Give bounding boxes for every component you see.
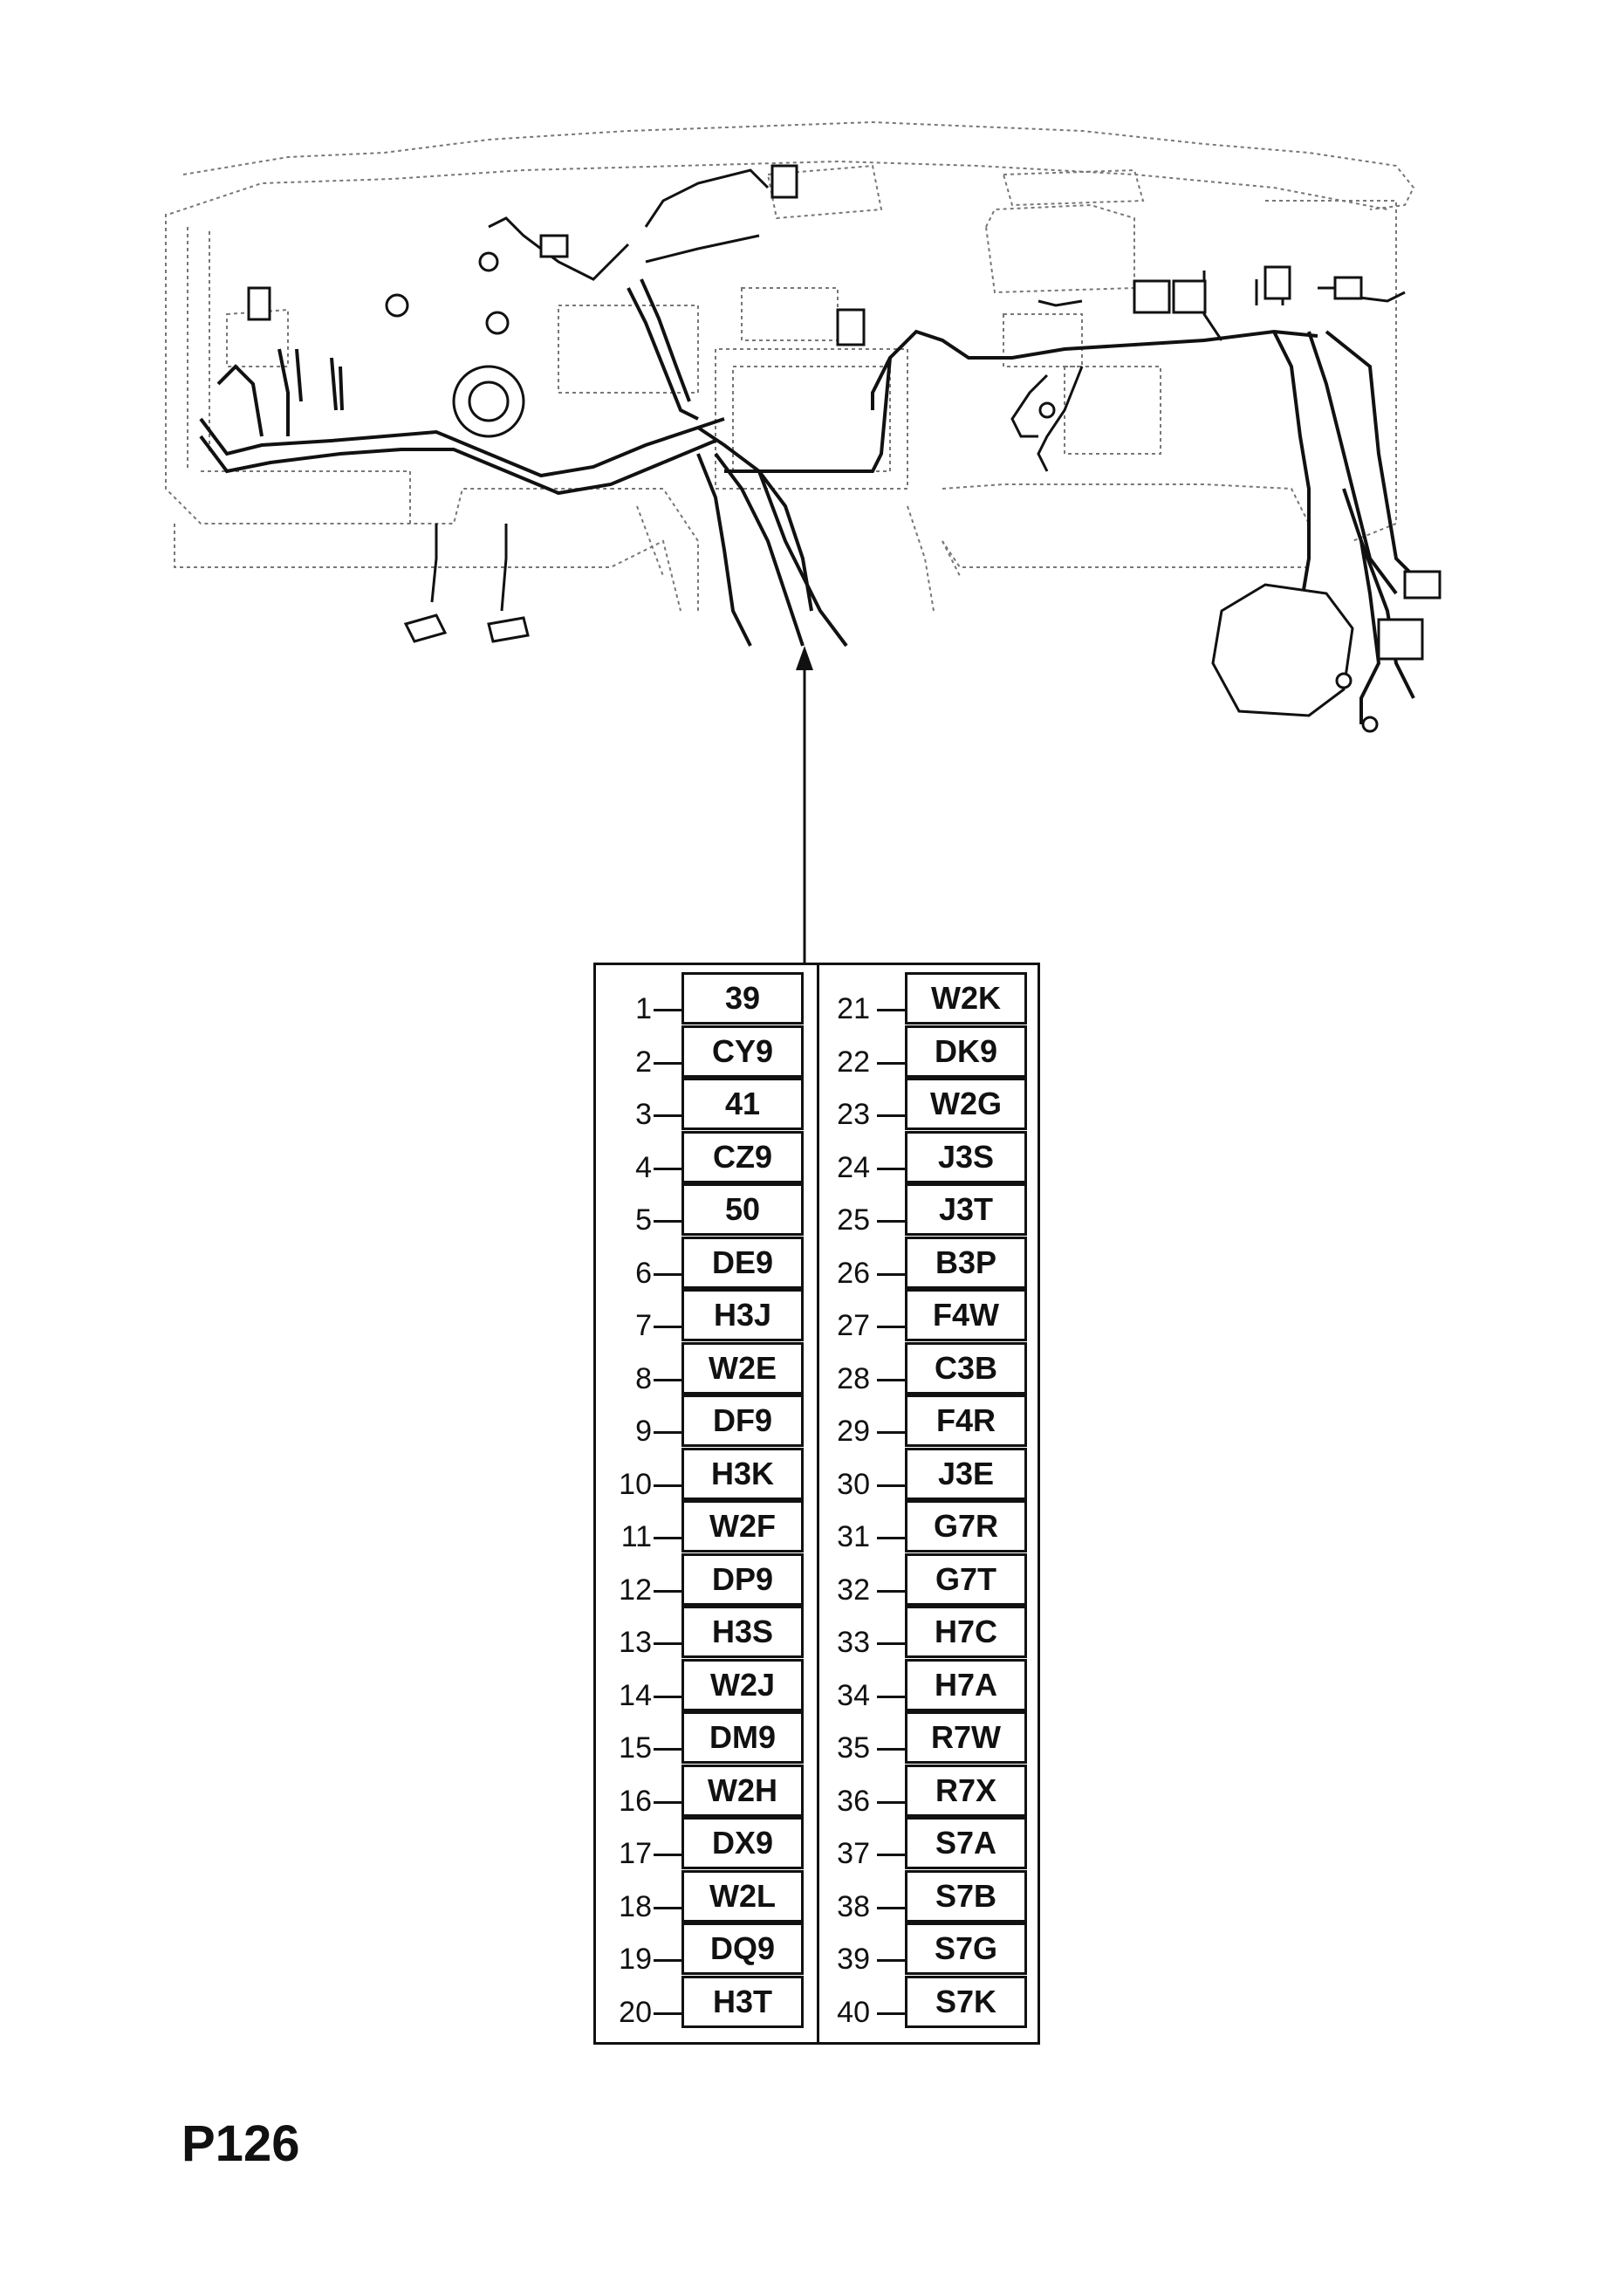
- pin-number: 23: [837, 1098, 870, 1131]
- pin-leader-line: [877, 1431, 905, 1434]
- pin-leader-line: [877, 1484, 905, 1487]
- wire-code-cell: R7W: [905, 1711, 1027, 1764]
- pin-number: 4: [635, 1150, 652, 1184]
- pin-row: [819, 1078, 1043, 1130]
- wire-code-cell: S7A: [905, 1817, 1027, 1869]
- wire-code-cell: J3E: [905, 1448, 1027, 1500]
- pin-number: 16: [619, 1784, 652, 1818]
- pin-row: [819, 1500, 1043, 1552]
- pin-number: 28: [837, 1361, 870, 1395]
- wire-code-cell: CY9: [681, 1025, 804, 1078]
- pin-number: 7: [635, 1309, 652, 1342]
- wire-code-cell: H3S: [681, 1606, 804, 1658]
- wire-code-cell: DM9: [681, 1711, 804, 1764]
- pin-row: [596, 1025, 819, 1078]
- pin-leader-line: [877, 1062, 905, 1065]
- pin-number: 10: [619, 1467, 652, 1501]
- pin-leader-line: [877, 1009, 905, 1011]
- pin-leader-line: [877, 2012, 905, 2015]
- pin-row: [819, 1976, 1043, 2028]
- pin-leader-line: [877, 1590, 905, 1593]
- pin-leader-line: [877, 1326, 905, 1328]
- pin-number: 32: [837, 1573, 870, 1607]
- pin-leader-line: [654, 1114, 681, 1117]
- pin-leader-line: [654, 1484, 681, 1487]
- wire-code-cell: 50: [681, 1183, 804, 1236]
- pin-leader-line: [877, 1907, 905, 1909]
- wire-code-cell: DP9: [681, 1553, 804, 1606]
- pin-leader-line: [654, 1431, 681, 1434]
- pin-leader-line: [877, 1696, 905, 1698]
- pin-leader-line: [654, 1009, 681, 1011]
- pin-leader-line: [877, 1854, 905, 1856]
- pin-number: 18: [619, 1889, 652, 1923]
- pin-row: [596, 1922, 819, 1975]
- pin-row: [819, 1448, 1043, 1500]
- pin-leader-line: [877, 1273, 905, 1276]
- pin-row: [819, 1553, 1043, 1606]
- pin-row: [819, 1289, 1043, 1341]
- pin-row: [596, 972, 819, 1025]
- pin-number: 20: [619, 1995, 652, 2029]
- wire-code-cell: B3P: [905, 1237, 1027, 1289]
- pin-leader-line: [877, 1748, 905, 1751]
- pin-number: 8: [635, 1361, 652, 1395]
- wire-code-cell: 41: [681, 1078, 804, 1130]
- pin-number: 25: [837, 1203, 870, 1237]
- wire-code-cell: H7C: [905, 1606, 1027, 1658]
- pin-leader-line: [654, 1642, 681, 1645]
- pin-leader-line: [877, 1379, 905, 1381]
- wire-code-cell: W2J: [681, 1659, 804, 1711]
- pin-number: 24: [837, 1150, 870, 1184]
- wire-code-cell: H3J: [681, 1289, 804, 1341]
- wire-code-cell: W2L: [681, 1870, 804, 1922]
- pin-row: [819, 1922, 1043, 1975]
- wire-code-cell: J3T: [905, 1183, 1027, 1236]
- harness-wires: [432, 170, 1405, 611]
- pin-row: [596, 1448, 819, 1500]
- wire-code-cell: CZ9: [681, 1131, 804, 1183]
- pin-leader-line: [654, 1590, 681, 1593]
- pin-column-left: [596, 965, 819, 2042]
- wire-code-cell: W2F: [681, 1500, 804, 1552]
- pin-leader-line: [654, 1959, 681, 1962]
- pin-number: 39: [837, 1943, 870, 1976]
- wire-code-cell: H3K: [681, 1448, 804, 1500]
- wire-code-cell: W2E: [681, 1342, 804, 1395]
- pin-number: 1: [635, 992, 652, 1025]
- pin-leader-line: [654, 1748, 681, 1751]
- pin-number: 21: [837, 992, 870, 1025]
- wire-code-cell: DQ9: [681, 1922, 804, 1975]
- pin-leader-line: [654, 1220, 681, 1223]
- wire-code-cell: F4R: [905, 1395, 1027, 1447]
- pin-number: 9: [635, 1415, 652, 1448]
- pin-leader-line: [654, 1907, 681, 1909]
- pin-number: 29: [837, 1415, 870, 1448]
- pin-number: 31: [837, 1520, 870, 1553]
- pin-number: 26: [837, 1256, 870, 1290]
- pin-leader-line: [654, 1379, 681, 1381]
- pin-number: 19: [619, 1943, 652, 1976]
- pin-leader-line: [877, 1168, 905, 1170]
- wire-code-cell: G7T: [905, 1553, 1027, 1606]
- pin-number: 34: [837, 1678, 870, 1712]
- pin-row: [819, 1817, 1043, 1869]
- pin-leader-line: [877, 1537, 905, 1539]
- connector-pin-table: [593, 963, 1040, 2045]
- pin-number: 6: [635, 1256, 652, 1290]
- pin-leader-line: [877, 1959, 905, 1962]
- pin-row: [596, 1553, 819, 1606]
- pin-row: [596, 1765, 819, 1817]
- wire-code-cell: 39: [681, 972, 804, 1025]
- pin-number: 36: [837, 1784, 870, 1818]
- pin-leader-line: [654, 1537, 681, 1539]
- pin-number: 12: [619, 1573, 652, 1607]
- pin-row: [819, 1711, 1043, 1764]
- pin-row: [596, 1500, 819, 1552]
- pin-row: [819, 1870, 1043, 1922]
- pin-number: 40: [837, 1995, 870, 2029]
- wire-code-cell: DK9: [905, 1025, 1027, 1078]
- pin-leader-line: [877, 1114, 905, 1117]
- wire-code-cell: H3T: [681, 1976, 804, 2028]
- pin-row: [819, 1131, 1043, 1183]
- wire-code-cell: G7R: [905, 1500, 1027, 1552]
- pin-row: [819, 1765, 1043, 1817]
- pin-number: 17: [619, 1837, 652, 1870]
- pin-row: [819, 1606, 1043, 1658]
- wire-code-cell: DF9: [681, 1395, 804, 1447]
- pin-row: [596, 1395, 819, 1447]
- wire-code-cell: S7K: [905, 1976, 1027, 2028]
- pin-number: 33: [837, 1626, 870, 1659]
- pin-row: [596, 1289, 819, 1341]
- wire-code-cell: DX9: [681, 1817, 804, 1869]
- pin-column-right: [817, 965, 1043, 2042]
- pin-number: 30: [837, 1467, 870, 1501]
- pin-number: 5: [635, 1203, 652, 1237]
- pin-leader-line: [877, 1220, 905, 1223]
- pin-number: 14: [619, 1678, 652, 1712]
- pin-row: [596, 1976, 819, 2028]
- pin-row: [819, 1183, 1043, 1236]
- wire-code-cell: DE9: [681, 1237, 804, 1289]
- wire-code-cell: F4W: [905, 1289, 1027, 1341]
- pin-row: [596, 1078, 819, 1130]
- pointer-arrow: [796, 646, 813, 963]
- pin-leader-line: [654, 2012, 681, 2015]
- page-code: P126: [181, 2115, 300, 2172]
- wire-code-cell: W2G: [905, 1078, 1027, 1130]
- pin-row: [819, 1025, 1043, 1078]
- pin-leader-line: [654, 1801, 681, 1804]
- wire-code-cell: W2K: [905, 972, 1027, 1025]
- pin-number: 3: [635, 1098, 652, 1131]
- pin-leader-line: [654, 1273, 681, 1276]
- pin-row: [819, 1237, 1043, 1289]
- pin-number: 11: [620, 1520, 652, 1553]
- pin-row: [819, 1342, 1043, 1395]
- pin-row: [596, 1606, 819, 1658]
- wire-code-cell: J3S: [905, 1131, 1027, 1183]
- pin-number: 13: [619, 1626, 652, 1659]
- pin-row: [596, 1711, 819, 1764]
- pin-row: [819, 972, 1043, 1025]
- pin-number: 37: [837, 1837, 870, 1870]
- wire-code-cell: C3B: [905, 1342, 1027, 1395]
- pin-leader-line: [877, 1642, 905, 1645]
- pin-leader-line: [654, 1168, 681, 1170]
- pin-row: [596, 1183, 819, 1236]
- pin-number: 27: [837, 1309, 870, 1342]
- wire-code-cell: R7X: [905, 1765, 1027, 1817]
- pin-number: 15: [619, 1731, 652, 1765]
- pin-leader-line: [654, 1696, 681, 1698]
- pin-leader-line: [877, 1801, 905, 1804]
- wire-code-cell: S7B: [905, 1870, 1027, 1922]
- wire-code-cell: S7G: [905, 1922, 1027, 1975]
- pin-row: [596, 1870, 819, 1922]
- pin-row: [596, 1659, 819, 1711]
- wire-code-cell: H7A: [905, 1659, 1027, 1711]
- pin-row: [596, 1131, 819, 1183]
- pin-row: [819, 1395, 1043, 1447]
- pin-number: 35: [837, 1731, 870, 1765]
- pin-number: 38: [837, 1889, 870, 1923]
- pin-row: [596, 1237, 819, 1289]
- pin-row: [596, 1817, 819, 1869]
- pin-number: 2: [635, 1045, 652, 1079]
- pin-leader-line: [654, 1854, 681, 1856]
- wire-code-cell: W2H: [681, 1765, 804, 1817]
- pin-number: 22: [837, 1045, 870, 1079]
- pin-row: [819, 1659, 1043, 1711]
- pin-leader-line: [654, 1326, 681, 1328]
- pin-leader-line: [654, 1062, 681, 1065]
- pin-row: [596, 1342, 819, 1395]
